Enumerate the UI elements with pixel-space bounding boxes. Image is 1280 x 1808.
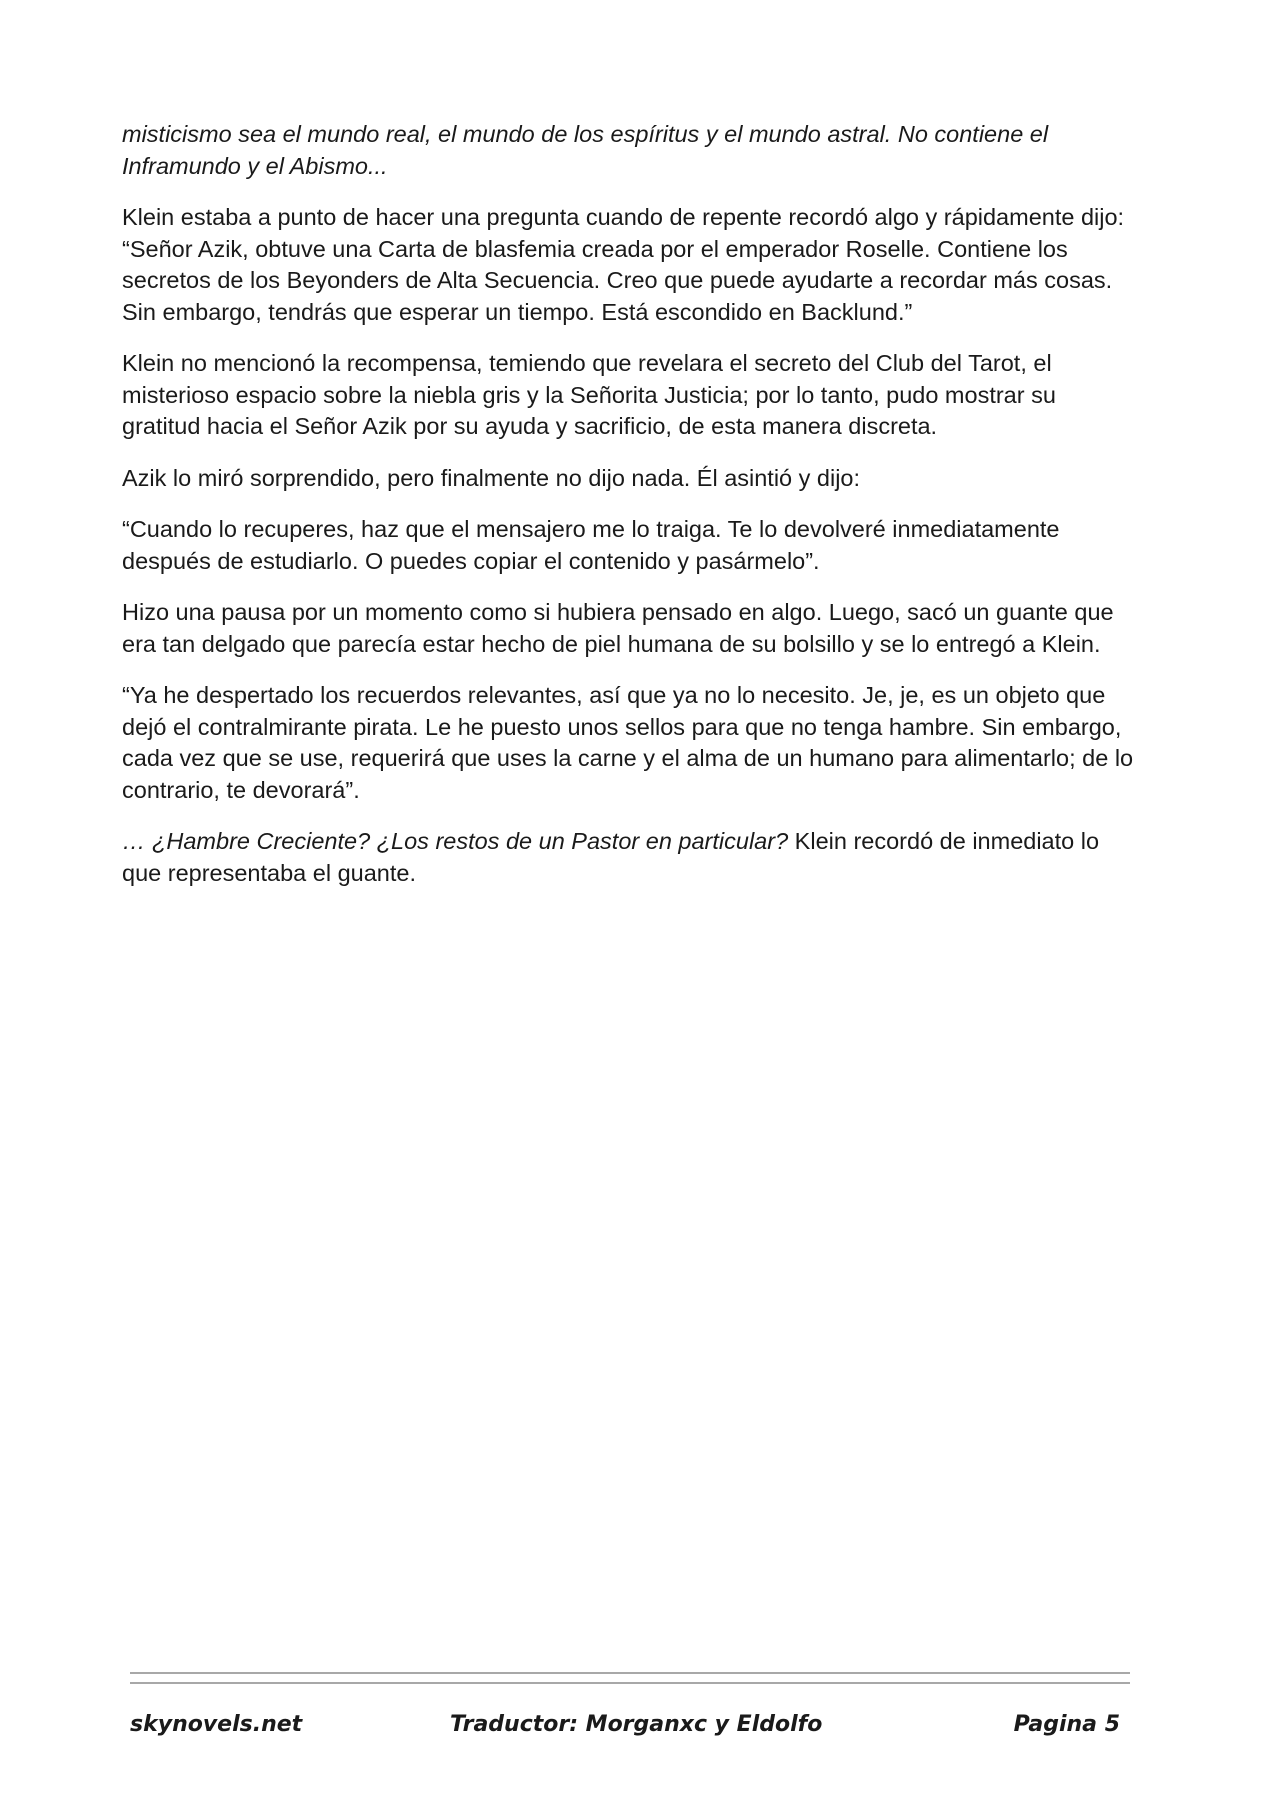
paragraph-4-text: Azik lo miró sorprendido, pero finalmente no dijo nada. Él asintió y dijo: xyxy=(122,464,861,491)
footer-page-number: Pagina 5 xyxy=(1013,1712,1120,1737)
paragraph-6-text: Hizo una pausa por un momento como si hubiera pensado en algo. Luego, sacó un guante que era tan delgado que parecía estar hecho de piel humana de su bolsillo y se lo entregó a Klein. xyxy=(122,599,1114,657)
paragraph-8-text: Klein recordó de inmediato lo que representaba el guante. xyxy=(122,828,1100,886)
paragraph-4 xyxy=(122,463,1138,495)
paragraph-8 xyxy=(122,826,1138,889)
paragraph-2 xyxy=(122,202,1138,328)
paragraph-2-text: Klein estaba a punto de hacer una pregunta cuando de repente recordó algo y rápidamente dijo: “Señor Azik, obtuve una Carta de blasfemia creada por el emperador Roselle. Contiene los secretos de los Beyonders de Alta Secuencia. Creo que puede ayudarte a recordar más cosas. Sin embargo, tendrás que esperar un tiempo. Está escondido en Backlund.” xyxy=(122,204,1125,325)
footer-site-name: skynovels.net xyxy=(130,1712,303,1737)
paragraph-7-text: “Ya he despertado los recuerdos relevantes, así que ya no lo necesito. Je, je, es un objeto que dejó el contralmirante pirata. Le he puesto unos sellos para que no tenga hambre. Sin embargo, cada vez que se use, requerirá que uses la carne y el alma de un humano para alimentarlo; de lo contrario, te devorará”. xyxy=(122,682,1134,803)
paragraph-7 xyxy=(122,680,1138,806)
paragraph-5-text: “Cuando lo recuperes, haz que el mensajero me lo traiga. Te lo devolveré inmediatamente después de estudiarlo. O puedes copiar el contenido y pasármelo”. xyxy=(122,516,1060,574)
paragraph-8-italic: … ¿Hambre Creciente? ¿Los restos de un Pastor en particular? xyxy=(122,828,789,854)
footer-translator-credit: Traductor: Morganxc y Eldolfo xyxy=(450,1712,823,1737)
paragraph-1 xyxy=(122,119,1138,182)
paragraph-3-text: Klein no mencionó la recompensa, temiendo que revelara el secreto del Club del Tarot, el misterioso espacio sobre la niebla gris y la Señorita Justicia; por lo tanto, pudo mostrar su gratitud hacia el Señor Azik por su ayuda y sacrificio, de esta manera discreta. xyxy=(122,350,1056,439)
paragraph-5 xyxy=(122,514,1138,577)
page-footer xyxy=(130,1712,1120,1748)
paragraph-3 xyxy=(122,348,1138,443)
paragraph-6 xyxy=(122,597,1138,660)
body-text xyxy=(122,119,1138,909)
footer-divider-bottom xyxy=(130,1682,1130,1684)
paragraph-1-italic: misticismo sea el mundo real, el mundo de los espíritus y el mundo astral. No contiene el Inframundo y el Abismo... xyxy=(122,121,1049,179)
footer-divider-top xyxy=(130,1672,1130,1674)
